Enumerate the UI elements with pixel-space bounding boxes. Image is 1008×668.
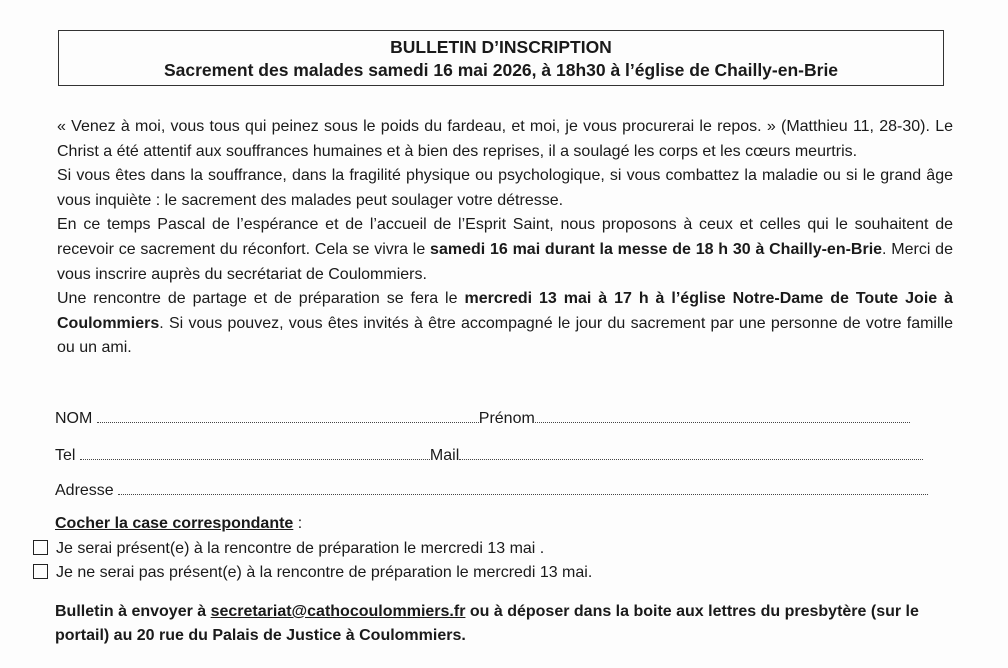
intro-paragraph-meeting [57,287,953,361]
send-instructions [55,600,955,648]
checkbox-present[interactable] [33,540,48,555]
meeting-text-a: Une rencontre de partage et de préparation se fera le [57,290,465,308]
prenom-field[interactable] [535,410,910,423]
adresse-label: Adresse [55,482,114,499]
sacrament-text-a: En ce temps Pascal de l’espérance et de l’accueil de l’Esprit Saint, nous proposons à ceux et celles qui le souhaitent de recevoir ce sacrement du réconfort. Cela se vivra le [57,216,953,258]
tel-field[interactable] [80,447,430,460]
document-title: BULLETIN D’INSCRIPTION [390,37,612,57]
checkbox-absent[interactable] [33,564,48,579]
tel-label: Tel [55,447,76,464]
intro-paragraph-sacrament [57,213,953,287]
sacrament-text-c: . Merci de vous inscrire auprès du secrétariat de Coulommiers. [57,240,953,283]
intro-text [57,115,953,361]
checkbox-instructions [55,515,302,533]
email-link[interactable]: secretariat@cathocoulommiers.fr [210,603,466,620]
nom-label: NOM [55,410,93,427]
mail-label: Mail [429,447,460,464]
meeting-date-bold: mercredi 13 mai à 17 h à l’église Notre-Dame de Toute Joie à Coulommiers [57,290,954,332]
adresse-field[interactable] [118,482,928,495]
option-present [33,540,544,558]
nom-field[interactable] [97,410,479,423]
option-present-label: Je serai présent(e) à la rencontre de préparation le mercredi 13 mai . [56,540,545,557]
option-absent-label: Je ne serai pas présent(e) à la rencontre de préparation le mercredi 13 mai. [56,564,593,581]
meeting-text-c: . Si vous pouvez, vous êtes invités à être accompagné le jour du sacrement par une personne de votre famille ou un ami. [57,314,953,357]
name-row [55,410,910,428]
send-text-b: ou à déposer dans la boite aux lettres du presbytère (sur le portail) au 20 rue du Palais de Justice à Coulommiers. [55,603,919,644]
checkbox-title-colon: : [293,515,303,532]
address-row [55,482,928,500]
title-box [58,30,944,86]
contact-row [55,447,923,465]
mail-field[interactable] [459,447,923,460]
option-absent [33,564,592,582]
prenom-label: Prénom [478,410,535,427]
checkbox-title: Cocher la case correspondante [55,515,294,532]
intro-paragraph-suffering: Si vous êtes dans la souffrance, dans la fragilité physique ou psychologique, si vous combattez la maladie ou si le grand âge vous inquiète : le sacrement des malades peut soulager votre détresse. [57,167,953,209]
document-subtitle: Sacrement des malades samedi 16 mai 2026, à 18h30 à l’église de Chailly-en-Brie [163,60,839,80]
sacrament-date-bold: samedi 16 mai durant la messe de 18 h 30 à Chailly-en-Brie [430,240,883,258]
send-text-a: Bulletin à envoyer à [55,603,211,620]
intro-paragraph-quote: « Venez à moi, vous tous qui peinez sous le poids du fardeau, et moi, je vous procurerai le repos. » (Matthieu 11, 28-30). Le Christ a été attentif aux souffrances humaines et à bien des reprises, il a soulagé les corps et les cœurs meurtris. [57,118,953,160]
